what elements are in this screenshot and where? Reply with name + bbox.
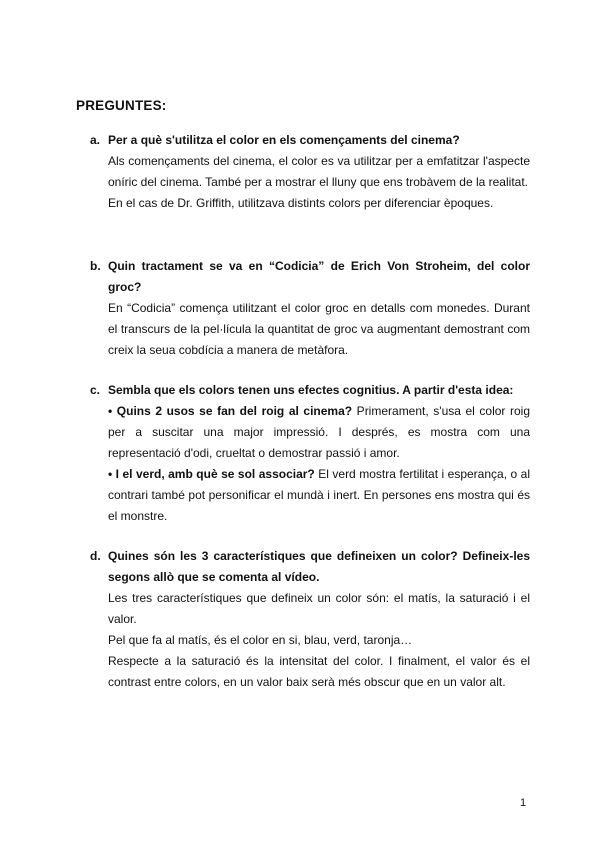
answer-paragraph: Les tres característiques que defineix un color són: el matís, la saturació i el valor. bbox=[108, 591, 530, 626]
question-a-letter: a. bbox=[90, 133, 101, 147]
question-a-title-text: Per a què s'utilitza el color en els començaments del cinema? bbox=[108, 133, 460, 147]
answer-paragraph: En “Codicia” comença utilitzant el color groc en detalls com monedes. Durant el transcurs de la pel·lícula la quantitat de groc va augmentant demostrant com creix la seua cobdícia a manera de metàfora. bbox=[108, 301, 530, 357]
bullet-item-green bbox=[108, 464, 530, 527]
question-a-title bbox=[90, 130, 530, 151]
question-c bbox=[90, 380, 530, 527]
page-heading: PREGUNTES: bbox=[76, 98, 167, 113]
answer-paragraph: Pel que fa al matís, és el color en si, blau, verd, taronja… bbox=[108, 633, 413, 647]
question-b-title bbox=[90, 256, 530, 298]
question-c-title-text: Sembla que els colors tenen uns efectes cognitius. A partir d'esta idea: bbox=[108, 383, 514, 397]
answer-paragraph: En el cas de Dr. Griffith, utilitzava distints colors per diferenciar èpoques. bbox=[108, 196, 494, 210]
page-number: 1 bbox=[520, 797, 527, 809]
question-d-title bbox=[90, 546, 530, 588]
question-d bbox=[90, 546, 530, 693]
question-b bbox=[90, 256, 530, 361]
question-d-answer bbox=[90, 588, 530, 693]
question-b-title-text: Quin tractament se va en “Codicia” de Erich Von Stroheim, del color groc? bbox=[108, 259, 530, 294]
question-c-letter: c. bbox=[90, 383, 101, 397]
question-c-answer bbox=[90, 401, 530, 527]
bullet-question: • Quins 2 usos se fan del roig al cinema? bbox=[108, 404, 353, 418]
question-a-answer bbox=[90, 151, 530, 214]
question-a bbox=[90, 130, 530, 214]
question-b-answer bbox=[90, 298, 530, 361]
bullet-answer: El verd mostra fertilitat i esperança, o al contrari també pot personificar el mundà i inert. En persones ens mostra qui és el monstre. bbox=[108, 467, 530, 523]
answer-paragraph: Respecte a la saturació és la intensitat del color. I finalment, el valor és el contrast entre colors, en un valor baix serà més obscur que en un valor alt. bbox=[108, 654, 530, 689]
question-c-title bbox=[90, 380, 530, 401]
answer-paragraph: Als començaments del cinema, el color es va utilitzar per a emfatitzar l'aspecte oníric del cinema. També per a mostrar el lluny que ens trobàvem de la realitat. bbox=[108, 154, 530, 189]
question-d-title-text: Quines són les 3 característiques que defineixen un color? Defineix-les segons allò que se comenta al vídeo. bbox=[108, 549, 530, 584]
bullet-item-red bbox=[108, 401, 530, 464]
question-b-letter: b. bbox=[90, 259, 101, 273]
bullet-question: • I el verd, amb què se sol associar? bbox=[108, 467, 315, 481]
bullet-answer: Primerament, s'usa el color roig per a suscitar una major impressió. I després, es mostra com una representació d'odi, crueltat o demostrar passió i amor. bbox=[108, 404, 531, 460]
question-d-letter: d. bbox=[90, 549, 101, 563]
